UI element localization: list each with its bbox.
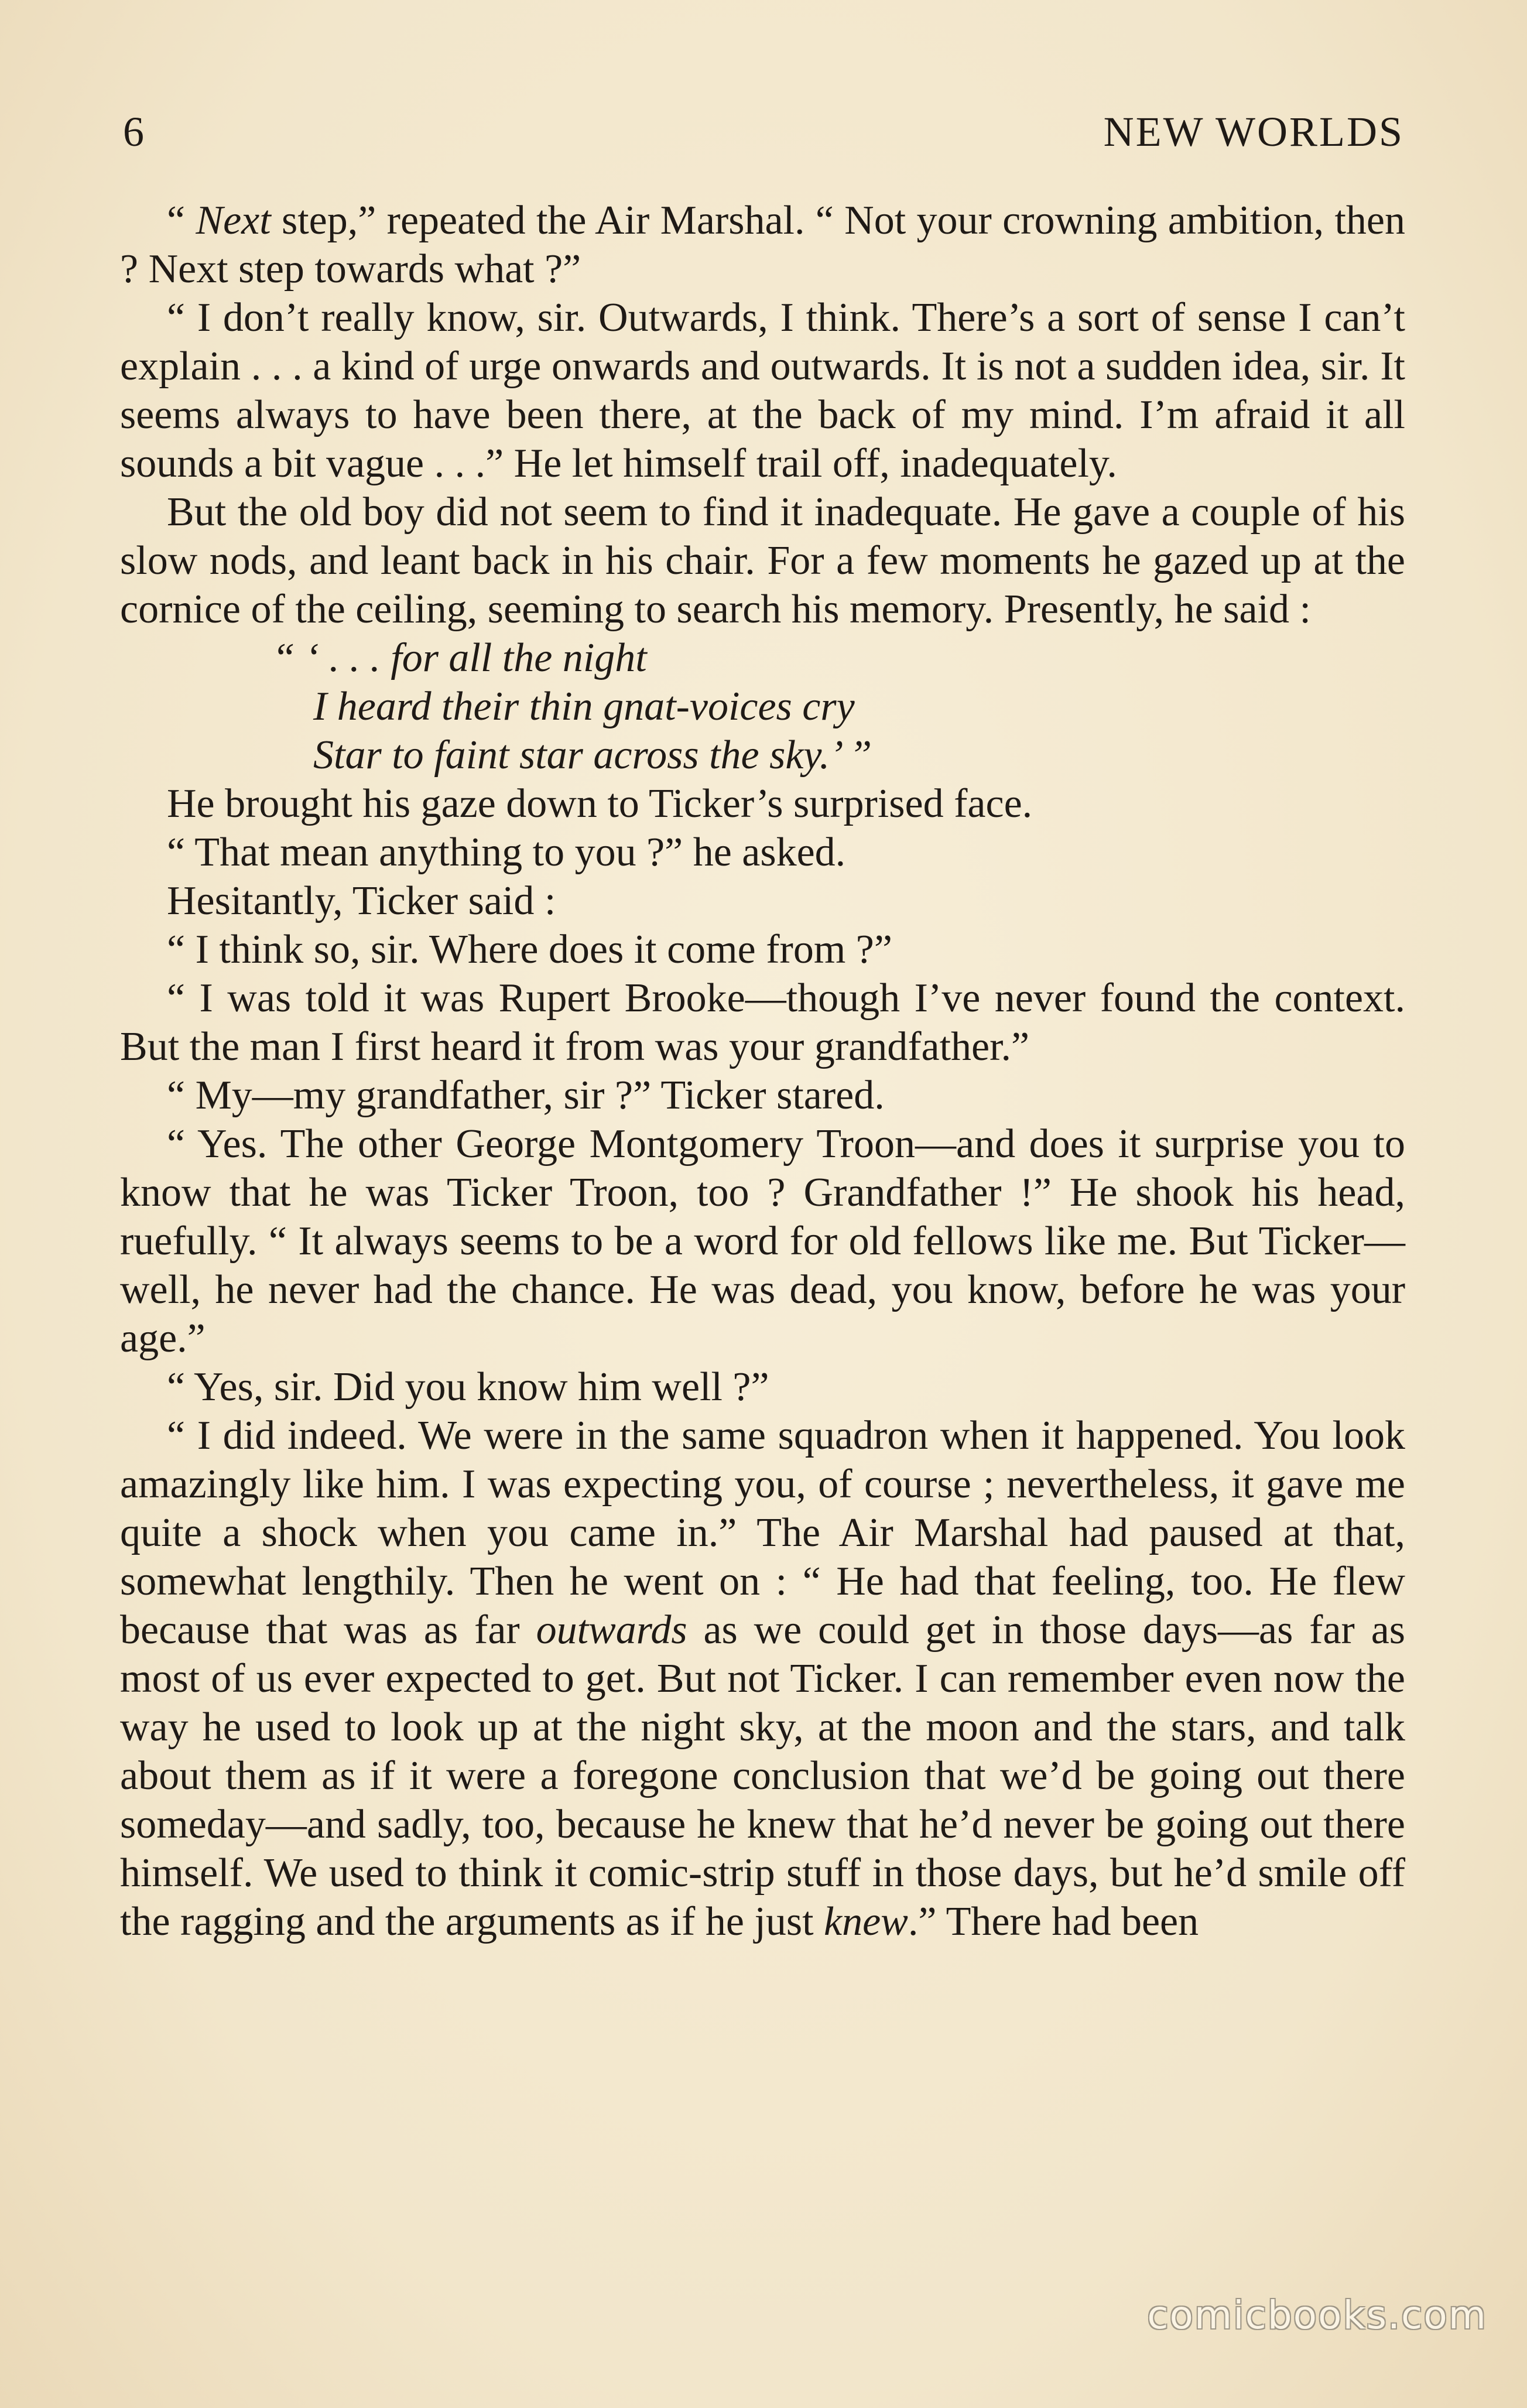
verse-line: Star to faint star across the sky.’ ”	[313, 733, 872, 778]
paragraph	[120, 877, 1405, 925]
body-text	[120, 196, 1405, 1946]
verse-line: I heard their thin gnat-voices cry	[313, 684, 855, 729]
text-run: Hesitantly, Ticker said :	[167, 878, 556, 923]
paragraph	[120, 1120, 1405, 1363]
watermark-logo: comicbooks.com	[1147, 2293, 1487, 2338]
text-run: “ My—my grandfather, sir ?” Ticker stared.	[167, 1073, 885, 1118]
page-header	[123, 100, 1404, 164]
text-run: “ I don’t really know, sir. Outwards, I think. There’s a sort of sense I can’t explain . . . a kind of urge onwards and outwards. It is not a sudden idea, sir. It seems always to have been there, at the back of my mind. I’m afraid it all sounds a bit vague . . .” He let himself trail off, inadequately.	[120, 295, 1405, 486]
text-run: step,” repeated the Air Marshal. “ Not your crowning ambition, then ? Next step towards what ?”	[120, 198, 1405, 292]
paragraph	[120, 779, 1405, 828]
italic-run: Next	[196, 198, 271, 243]
verse-line: “ ‘ . . . for all the night	[272, 635, 647, 680]
text-run: “ Yes. The other George Montgomery Troon—and does it surprise you to know that he was Ticker Troon, too ? Grandfather !” He shook his head, ruefully. “ It always seems to be a word for old fellows like me. But Ticker—well, he never had the chance. He was dead, you know, before he was your age.”	[120, 1121, 1405, 1361]
text-run: “ I did indeed. We were in the same squadron when it happened. You look amazingly like him. I was expecting you, of course ; nevertheless, it gave me quite a shock when you came in.” The Air Marshal had paused at that, somewhat lengthily. Then he went on : “ He had that feeling, too. He flew because that was as far	[120, 1413, 1405, 1653]
paragraph	[120, 488, 1405, 634]
verse-quotation	[120, 634, 1405, 779]
paragraph	[120, 293, 1405, 488]
text-run: as we could get in those days—as far as most of us ever expected to get. But not Ticker. I can remember even now the way he used to look up at the night sky, at the moon and the stars, and talk about them as if it were a foregone conclusion that we’d be going out there someday—and sadly, too, because he knew that he’d never be going out there himself. We used to think it comic-strip stuff in those days, but he’d smile off the ragging and the arguments as if he just	[120, 1607, 1405, 1944]
italic-run: outwards	[536, 1607, 687, 1653]
text-run: “ I think so, sir. Where does it come from ?”	[167, 927, 892, 972]
text-run: “	[167, 198, 196, 243]
paragraph	[120, 925, 1405, 974]
text-run: “ I was told it was Rupert Brooke—though I’ve never found the context. But the man I first heard it from was your grandfather.”	[120, 976, 1405, 1069]
paragraph	[120, 1071, 1405, 1120]
running-title: NEW WORLDS	[1103, 108, 1404, 155]
italic-run: knew	[824, 1899, 908, 1944]
paragraph	[120, 974, 1405, 1071]
text-run: But the old boy did not seem to find it inadequate. He gave a couple of his slow nods, and leant back in his chair. For a few moments he gazed up at the cornice of the ceiling, seeming to search his memory. Presently, he said :	[120, 490, 1405, 632]
text-run: He brought his gaze down to Ticker’s surprised face.	[167, 781, 1033, 826]
text-run: .” There had been	[908, 1899, 1199, 1944]
text-run: “ Yes, sir. Did you know him well ?”	[167, 1364, 769, 1410]
paragraph	[120, 196, 1405, 293]
page-number: 6	[123, 108, 146, 155]
paragraph	[120, 1363, 1405, 1411]
paragraph	[120, 1411, 1405, 1946]
text-run: “ That mean anything to you ?” he asked.	[167, 830, 846, 875]
paragraph	[120, 828, 1405, 877]
